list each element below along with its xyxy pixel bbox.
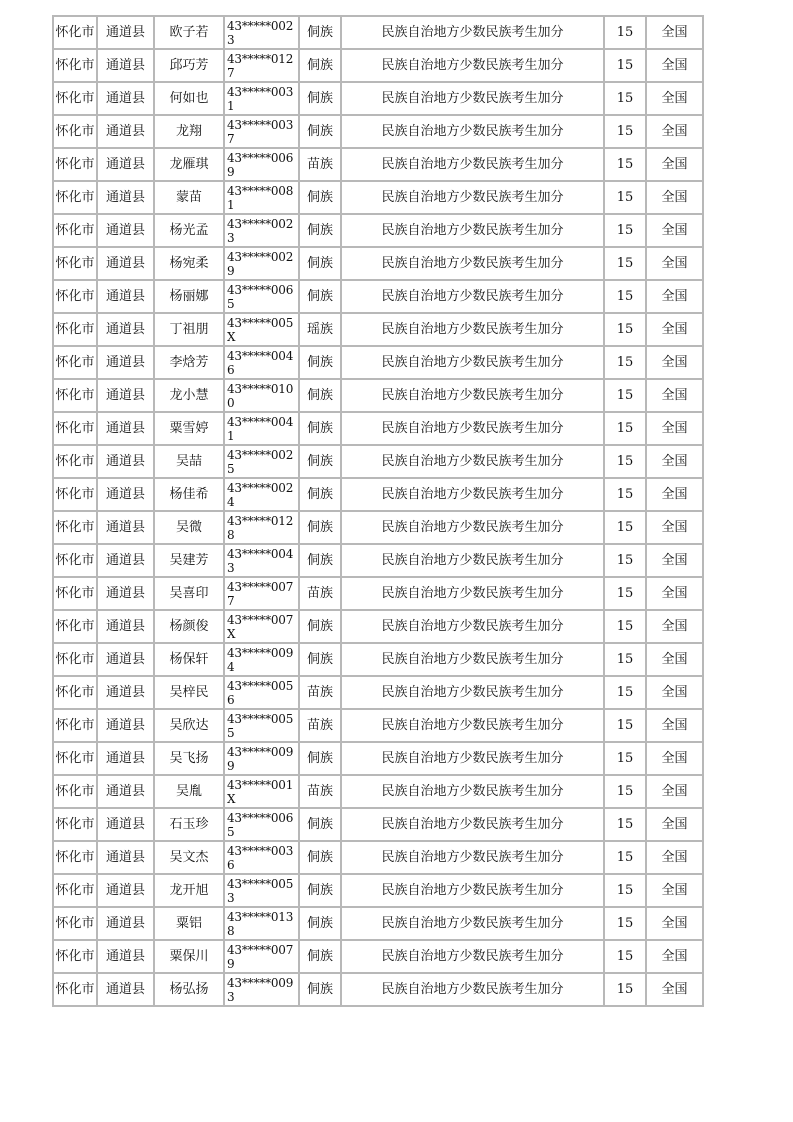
points-cell: 15 [604, 280, 646, 313]
id-number-cell: 43*****0023 [224, 16, 299, 49]
scope-cell: 全国 [646, 49, 703, 82]
policy-cell: 民族自治地方少数民族考生加分 [341, 808, 604, 841]
points-cell: 15 [604, 247, 646, 280]
name-cell: 石玉珍 [154, 808, 224, 841]
ethnicity-cell: 侗族 [299, 907, 341, 940]
points-cell: 15 [604, 874, 646, 907]
id-number-cell: 43*****0128 [224, 511, 299, 544]
policy-cell: 民族自治地方少数民族考生加分 [341, 82, 604, 115]
county-cell: 通道县 [97, 775, 154, 808]
city-cell: 怀化市 [53, 775, 97, 808]
scope-cell: 全国 [646, 742, 703, 775]
name-cell: 粟保川 [154, 940, 224, 973]
id-number-cell: 43*****0055 [224, 709, 299, 742]
name-cell: 吴建芳 [154, 544, 224, 577]
scope-cell: 全国 [646, 478, 703, 511]
policy-cell: 民族自治地方少数民族考生加分 [341, 874, 604, 907]
ethnicity-cell: 侗族 [299, 379, 341, 412]
county-cell: 通道县 [97, 544, 154, 577]
points-cell: 15 [604, 841, 646, 874]
scope-cell: 全国 [646, 181, 703, 214]
city-cell: 怀化市 [53, 973, 97, 1006]
points-cell: 15 [604, 973, 646, 1006]
ethnicity-cell: 侗族 [299, 412, 341, 445]
table-row [53, 511, 703, 544]
points-cell: 15 [604, 643, 646, 676]
county-cell: 通道县 [97, 280, 154, 313]
points-cell: 15 [604, 346, 646, 379]
county-cell: 通道县 [97, 346, 154, 379]
id-number-cell: 43*****0053 [224, 874, 299, 907]
ethnicity-cell: 侗族 [299, 247, 341, 280]
county-cell: 通道县 [97, 643, 154, 676]
name-cell: 吴微 [154, 511, 224, 544]
id-number-cell: 43*****0029 [224, 247, 299, 280]
name-cell: 龙雁琪 [154, 148, 224, 181]
county-cell: 通道县 [97, 676, 154, 709]
points-cell: 15 [604, 313, 646, 346]
policy-cell: 民族自治地方少数民族考生加分 [341, 907, 604, 940]
name-cell: 丁祖朋 [154, 313, 224, 346]
table-row [53, 412, 703, 445]
ethnicity-cell: 侗族 [299, 874, 341, 907]
city-cell: 怀化市 [53, 181, 97, 214]
name-cell: 杨宛柔 [154, 247, 224, 280]
table-row [53, 544, 703, 577]
policy-cell: 民族自治地方少数民族考生加分 [341, 445, 604, 478]
policy-cell: 民族自治地方少数民族考生加分 [341, 346, 604, 379]
scope-cell: 全国 [646, 511, 703, 544]
county-cell: 通道县 [97, 49, 154, 82]
points-cell: 15 [604, 181, 646, 214]
policy-cell: 民族自治地方少数民族考生加分 [341, 247, 604, 280]
points-cell: 15 [604, 82, 646, 115]
city-cell: 怀化市 [53, 82, 97, 115]
city-cell: 怀化市 [53, 577, 97, 610]
table-row [53, 313, 703, 346]
scope-cell: 全国 [646, 808, 703, 841]
id-number-cell: 43*****0036 [224, 841, 299, 874]
name-cell: 杨光孟 [154, 214, 224, 247]
name-cell: 邱巧芳 [154, 49, 224, 82]
ethnicity-cell: 侗族 [299, 808, 341, 841]
scope-cell: 全国 [646, 676, 703, 709]
id-number-cell: 43*****0099 [224, 742, 299, 775]
county-cell: 通道县 [97, 115, 154, 148]
id-number-cell: 43*****0056 [224, 676, 299, 709]
points-cell: 15 [604, 544, 646, 577]
name-cell: 吴梓民 [154, 676, 224, 709]
policy-cell: 民族自治地方少数民族考生加分 [341, 841, 604, 874]
county-cell: 通道县 [97, 445, 154, 478]
scope-cell: 全国 [646, 775, 703, 808]
table-row [53, 82, 703, 115]
policy-cell: 民族自治地方少数民族考生加分 [341, 511, 604, 544]
table-row [53, 907, 703, 940]
points-cell: 15 [604, 214, 646, 247]
county-cell: 通道县 [97, 214, 154, 247]
policy-cell: 民族自治地方少数民族考生加分 [341, 214, 604, 247]
candidate-table [52, 15, 704, 1007]
scope-cell: 全国 [646, 643, 703, 676]
points-cell: 15 [604, 478, 646, 511]
name-cell: 龙翔 [154, 115, 224, 148]
ethnicity-cell: 苗族 [299, 709, 341, 742]
scope-cell: 全国 [646, 874, 703, 907]
county-cell: 通道县 [97, 808, 154, 841]
id-number-cell: 43*****005X [224, 313, 299, 346]
ethnicity-cell: 侗族 [299, 115, 341, 148]
scope-cell: 全国 [646, 610, 703, 643]
ethnicity-cell: 侗族 [299, 16, 341, 49]
scope-cell: 全国 [646, 82, 703, 115]
id-number-cell: 43*****0100 [224, 379, 299, 412]
scope-cell: 全国 [646, 907, 703, 940]
scope-cell: 全国 [646, 973, 703, 1006]
scope-cell: 全国 [646, 577, 703, 610]
city-cell: 怀化市 [53, 16, 97, 49]
city-cell: 怀化市 [53, 940, 97, 973]
county-cell: 通道县 [97, 148, 154, 181]
points-cell: 15 [604, 775, 646, 808]
name-cell: 粟铝 [154, 907, 224, 940]
city-cell: 怀化市 [53, 841, 97, 874]
policy-cell: 民族自治地方少数民族考生加分 [341, 181, 604, 214]
county-cell: 通道县 [97, 82, 154, 115]
table-row [53, 181, 703, 214]
county-cell: 通道县 [97, 940, 154, 973]
table-row [53, 478, 703, 511]
county-cell: 通道县 [97, 379, 154, 412]
scope-cell: 全国 [646, 280, 703, 313]
city-cell: 怀化市 [53, 247, 97, 280]
table-row [53, 610, 703, 643]
points-cell: 15 [604, 709, 646, 742]
ethnicity-cell: 苗族 [299, 775, 341, 808]
policy-cell: 民族自治地方少数民族考生加分 [341, 280, 604, 313]
ethnicity-cell: 侗族 [299, 181, 341, 214]
city-cell: 怀化市 [53, 346, 97, 379]
city-cell: 怀化市 [53, 742, 97, 775]
scope-cell: 全国 [646, 115, 703, 148]
policy-cell: 民族自治地方少数民族考生加分 [341, 676, 604, 709]
id-number-cell: 43*****0077 [224, 577, 299, 610]
scope-cell: 全国 [646, 247, 703, 280]
policy-cell: 民族自治地方少数民族考生加分 [341, 775, 604, 808]
points-cell: 15 [604, 808, 646, 841]
city-cell: 怀化市 [53, 643, 97, 676]
city-cell: 怀化市 [53, 478, 97, 511]
ethnicity-cell: 侗族 [299, 973, 341, 1006]
ethnicity-cell: 苗族 [299, 676, 341, 709]
policy-cell: 民族自治地方少数民族考生加分 [341, 544, 604, 577]
points-cell: 15 [604, 115, 646, 148]
scope-cell: 全国 [646, 841, 703, 874]
city-cell: 怀化市 [53, 280, 97, 313]
scope-cell: 全国 [646, 445, 703, 478]
points-cell: 15 [604, 49, 646, 82]
policy-cell: 民族自治地方少数民族考生加分 [341, 379, 604, 412]
table-row [53, 973, 703, 1006]
table-row [53, 49, 703, 82]
policy-cell: 民族自治地方少数民族考生加分 [341, 313, 604, 346]
points-cell: 15 [604, 16, 646, 49]
city-cell: 怀化市 [53, 379, 97, 412]
name-cell: 杨佳希 [154, 478, 224, 511]
name-cell: 欧子若 [154, 16, 224, 49]
policy-cell: 民族自治地方少数民族考生加分 [341, 577, 604, 610]
id-number-cell: 43*****001X [224, 775, 299, 808]
ethnicity-cell: 侗族 [299, 940, 341, 973]
policy-cell: 民族自治地方少数民族考生加分 [341, 16, 604, 49]
ethnicity-cell: 侗族 [299, 742, 341, 775]
name-cell: 杨颜俊 [154, 610, 224, 643]
policy-cell: 民族自治地方少数民族考生加分 [341, 709, 604, 742]
policy-cell: 民族自治地方少数民族考生加分 [341, 115, 604, 148]
table-row [53, 148, 703, 181]
policy-cell: 民族自治地方少数民族考生加分 [341, 49, 604, 82]
name-cell: 杨丽娜 [154, 280, 224, 313]
id-number-cell: 43*****0025 [224, 445, 299, 478]
ethnicity-cell: 瑶族 [299, 313, 341, 346]
points-cell: 15 [604, 412, 646, 445]
policy-cell: 民族自治地方少数民族考生加分 [341, 973, 604, 1006]
id-number-cell: 43*****0065 [224, 280, 299, 313]
id-number-cell: 43*****0094 [224, 643, 299, 676]
ethnicity-cell: 侗族 [299, 82, 341, 115]
policy-cell: 民族自治地方少数民族考生加分 [341, 742, 604, 775]
city-cell: 怀化市 [53, 907, 97, 940]
points-cell: 15 [604, 907, 646, 940]
county-cell: 通道县 [97, 874, 154, 907]
city-cell: 怀化市 [53, 676, 97, 709]
table-row [53, 808, 703, 841]
ethnicity-cell: 侗族 [299, 841, 341, 874]
id-number-cell: 43*****0069 [224, 148, 299, 181]
id-number-cell: 43*****0041 [224, 412, 299, 445]
county-cell: 通道县 [97, 16, 154, 49]
name-cell: 粟雪婷 [154, 412, 224, 445]
id-number-cell: 43*****0093 [224, 973, 299, 1006]
id-number-cell: 43*****0046 [224, 346, 299, 379]
city-cell: 怀化市 [53, 49, 97, 82]
city-cell: 怀化市 [53, 445, 97, 478]
scope-cell: 全国 [646, 214, 703, 247]
ethnicity-cell: 侗族 [299, 214, 341, 247]
city-cell: 怀化市 [53, 511, 97, 544]
id-number-cell: 43*****0037 [224, 115, 299, 148]
name-cell: 吴飞扬 [154, 742, 224, 775]
table-row [53, 280, 703, 313]
county-cell: 通道县 [97, 247, 154, 280]
name-cell: 吴文杰 [154, 841, 224, 874]
scope-cell: 全国 [646, 313, 703, 346]
id-number-cell: 43*****0024 [224, 478, 299, 511]
table-row [53, 115, 703, 148]
policy-cell: 民族自治地方少数民族考生加分 [341, 148, 604, 181]
ethnicity-cell: 侗族 [299, 280, 341, 313]
id-number-cell: 43*****0043 [224, 544, 299, 577]
name-cell: 吴胤 [154, 775, 224, 808]
city-cell: 怀化市 [53, 412, 97, 445]
county-cell: 通道县 [97, 742, 154, 775]
name-cell: 龙小慧 [154, 379, 224, 412]
scope-cell: 全国 [646, 544, 703, 577]
table-row [53, 445, 703, 478]
id-number-cell: 43*****0079 [224, 940, 299, 973]
table-row [53, 709, 703, 742]
county-cell: 通道县 [97, 181, 154, 214]
ethnicity-cell: 侗族 [299, 49, 341, 82]
ethnicity-cell: 侗族 [299, 445, 341, 478]
policy-cell: 民族自治地方少数民族考生加分 [341, 478, 604, 511]
name-cell: 杨弘扬 [154, 973, 224, 1006]
policy-cell: 民族自治地方少数民族考生加分 [341, 412, 604, 445]
name-cell: 蒙苗 [154, 181, 224, 214]
city-cell: 怀化市 [53, 115, 97, 148]
ethnicity-cell: 侗族 [299, 511, 341, 544]
table-row [53, 643, 703, 676]
county-cell: 通道县 [97, 709, 154, 742]
id-number-cell: 43*****0081 [224, 181, 299, 214]
scope-cell: 全国 [646, 148, 703, 181]
city-cell: 怀化市 [53, 544, 97, 577]
name-cell: 龙开旭 [154, 874, 224, 907]
county-cell: 通道县 [97, 478, 154, 511]
id-number-cell: 43*****0023 [224, 214, 299, 247]
county-cell: 通道县 [97, 841, 154, 874]
table-row [53, 940, 703, 973]
city-cell: 怀化市 [53, 214, 97, 247]
table-row [53, 841, 703, 874]
scope-cell: 全国 [646, 379, 703, 412]
city-cell: 怀化市 [53, 874, 97, 907]
table-row [53, 676, 703, 709]
id-number-cell: 43*****007X [224, 610, 299, 643]
name-cell: 吴喜印 [154, 577, 224, 610]
scope-cell: 全国 [646, 412, 703, 445]
id-number-cell: 43*****0138 [224, 907, 299, 940]
id-number-cell: 43*****0031 [224, 82, 299, 115]
name-cell: 李焓芳 [154, 346, 224, 379]
ethnicity-cell: 侗族 [299, 346, 341, 379]
points-cell: 15 [604, 445, 646, 478]
county-cell: 通道县 [97, 412, 154, 445]
scope-cell: 全国 [646, 940, 703, 973]
points-cell: 15 [604, 676, 646, 709]
ethnicity-cell: 侗族 [299, 643, 341, 676]
county-cell: 通道县 [97, 313, 154, 346]
policy-cell: 民族自治地方少数民族考生加分 [341, 643, 604, 676]
scope-cell: 全国 [646, 16, 703, 49]
table-row [53, 775, 703, 808]
points-cell: 15 [604, 940, 646, 973]
name-cell: 何如也 [154, 82, 224, 115]
county-cell: 通道县 [97, 973, 154, 1006]
name-cell: 吴欣达 [154, 709, 224, 742]
policy-cell: 民族自治地方少数民族考生加分 [341, 610, 604, 643]
points-cell: 15 [604, 379, 646, 412]
ethnicity-cell: 侗族 [299, 610, 341, 643]
points-cell: 15 [604, 577, 646, 610]
county-cell: 通道县 [97, 511, 154, 544]
table-row [53, 247, 703, 280]
city-cell: 怀化市 [53, 148, 97, 181]
city-cell: 怀化市 [53, 709, 97, 742]
ethnicity-cell: 侗族 [299, 544, 341, 577]
name-cell: 吴喆 [154, 445, 224, 478]
name-cell: 杨保轩 [154, 643, 224, 676]
city-cell: 怀化市 [53, 313, 97, 346]
ethnicity-cell: 侗族 [299, 478, 341, 511]
city-cell: 怀化市 [53, 610, 97, 643]
table-row [53, 16, 703, 49]
scope-cell: 全国 [646, 709, 703, 742]
policy-cell: 民族自治地方少数民族考生加分 [341, 940, 604, 973]
points-cell: 15 [604, 511, 646, 544]
county-cell: 通道县 [97, 907, 154, 940]
ethnicity-cell: 苗族 [299, 148, 341, 181]
points-cell: 15 [604, 610, 646, 643]
table-row [53, 577, 703, 610]
id-number-cell: 43*****0127 [224, 49, 299, 82]
points-cell: 15 [604, 148, 646, 181]
city-cell: 怀化市 [53, 808, 97, 841]
table-body [53, 16, 703, 1006]
table-row [53, 874, 703, 907]
ethnicity-cell: 苗族 [299, 577, 341, 610]
points-cell: 15 [604, 742, 646, 775]
scope-cell: 全国 [646, 346, 703, 379]
table-row [53, 379, 703, 412]
id-number-cell: 43*****0065 [224, 808, 299, 841]
county-cell: 通道县 [97, 577, 154, 610]
table-row [53, 214, 703, 247]
table-row [53, 346, 703, 379]
county-cell: 通道县 [97, 610, 154, 643]
table-row [53, 742, 703, 775]
